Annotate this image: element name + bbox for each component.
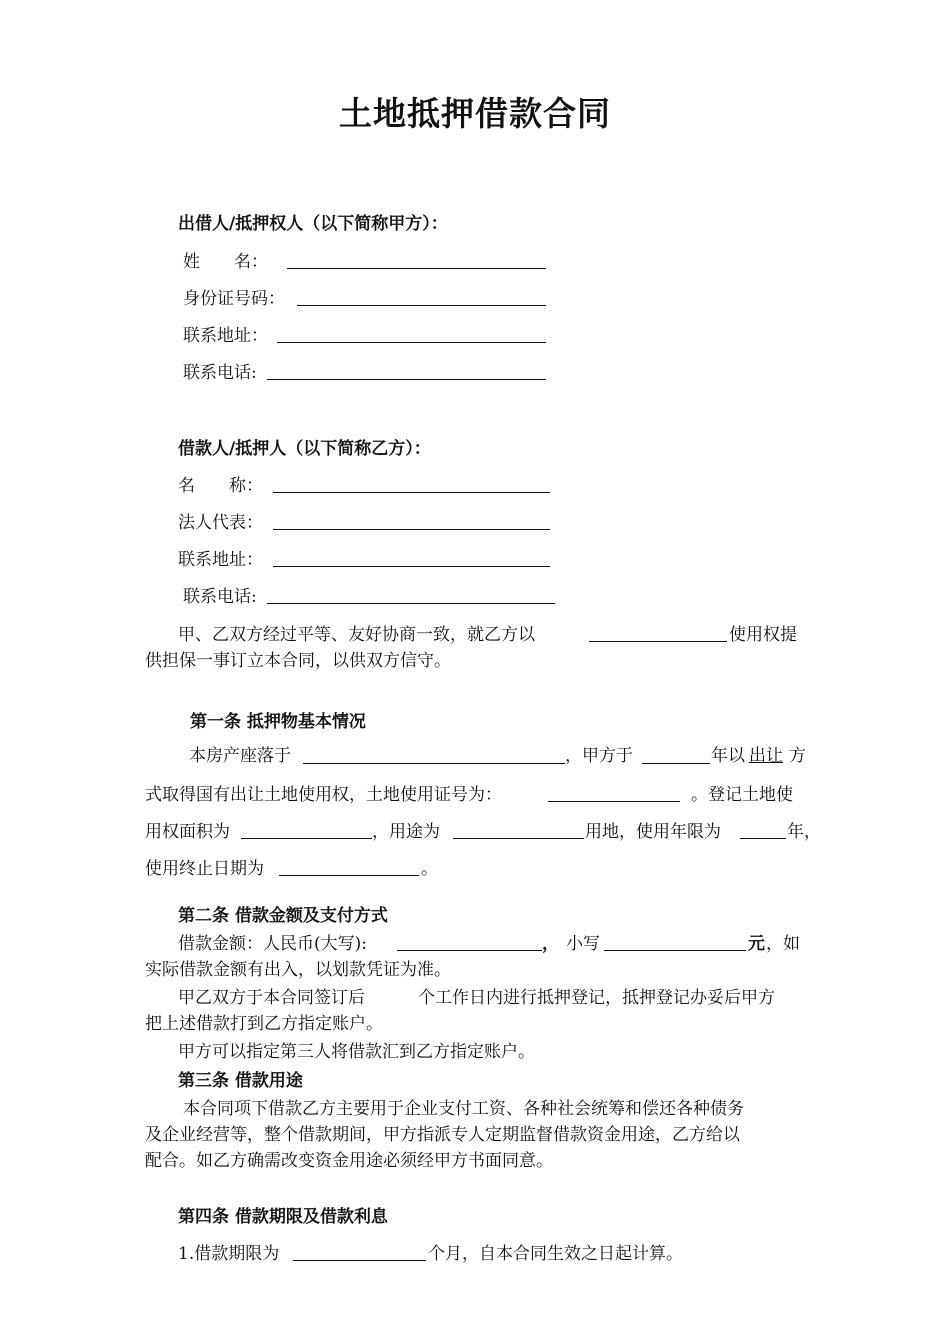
art1-area-blank (241, 838, 372, 839)
party-b-address-blank (273, 566, 550, 567)
article-1-heading: 第一条 抵押物基本情况 (190, 712, 366, 732)
art2-line1-e: ，如 (766, 934, 800, 954)
art1-line1-e: 方 (789, 746, 806, 766)
art2-amount-digits-blank (604, 950, 746, 951)
art3-line3: 配合。如乙方确需改变资金用途必须经甲方书面同意。 (145, 1151, 553, 1171)
art2-line1-a: 借款金额：人民币(大写): (178, 934, 367, 954)
art4-months-blank (293, 1260, 426, 1261)
party-b-name-blank (273, 492, 550, 493)
art2-line1-c: 小写 (566, 934, 600, 954)
intro-blank (589, 641, 727, 642)
art1-line4-b: 。 (421, 859, 438, 879)
article-2-heading: 第二条 借款金额及支付方式 (178, 906, 388, 926)
art1-line2-a: 式取得国有出让土地使用权，土地使用证号为： (145, 785, 502, 805)
party-b-phone-blank (267, 603, 555, 604)
art4-line1-a: 1.借款期限为 (178, 1244, 280, 1264)
art1-end-date-blank (279, 875, 419, 876)
party-b-address-label: 联系地址： (178, 550, 263, 570)
party-a-address-blank (277, 342, 546, 343)
art2-line2: 实际借款金额有出入，以划款凭证为准。 (145, 960, 451, 980)
art2-line1-b: ， (542, 934, 559, 954)
art1-line3-c: 用地，使用年限为 (585, 822, 721, 842)
art2-line3-a: 甲乙双方于本合同签订后 (178, 988, 365, 1008)
art3-line2: 及企业经营等，整个借款期间，甲方指派专人定期监督借款资金用途，乙方给以 (145, 1125, 740, 1145)
art1-line1-b: ，甲方于 (565, 746, 633, 766)
art1-line4-a: 使用终止日期为 (145, 859, 264, 879)
article-3-heading: 第三条 借款用途 (178, 1071, 303, 1091)
document-title: 土地抵押借款合同 (339, 94, 611, 133)
art1-line3-d: 年， (787, 822, 821, 842)
art1-line1-d: 出让 (749, 746, 783, 766)
art2-line5: 甲方可以指定第三人将借款汇到乙方指定账户。 (178, 1042, 535, 1062)
art2-line3-b: 个工作日内进行抵押登记，抵押登记办妥后甲方 (418, 988, 775, 1008)
party-a-phone-blank (267, 379, 546, 380)
article-4-heading: 第四条 借款期限及借款利息 (178, 1207, 388, 1227)
intro-line2: 供担保一事订立本合同，以供双方信守。 (145, 651, 451, 671)
party-b-rep-label: 法人代表： (178, 513, 263, 533)
art1-cert-blank (548, 801, 680, 802)
party-a-id-label: 身份证号码： (183, 289, 285, 309)
party-a-name-blank (287, 268, 546, 269)
art1-line3-b: ，用途为 (372, 822, 440, 842)
party-a-phone-label: 联系电话: (183, 363, 257, 383)
party-b-name-label: 名 称： (178, 476, 263, 496)
party-a-address-label: 联系地址： (183, 326, 268, 346)
art3-line1: 本合同项下借款乙方主要用于企业支付工资、各种社会统筹和偿还各种债务 (183, 1099, 744, 1119)
intro-line1-start: 甲、乙双方经过平等、友好协商一致，就乙方以 (178, 625, 535, 645)
intro-line1-end: 使用权提 (729, 625, 797, 645)
art1-line1-a: 本房产座落于 (189, 746, 291, 766)
art1-line3-a: 用权面积为 (145, 822, 230, 842)
art2-line1-d: 元 (748, 934, 765, 954)
art1-location-blank (303, 763, 565, 764)
art1-term-blank (740, 838, 786, 839)
party-a-name-label: 姓 名： (183, 252, 268, 272)
art1-line2-b: 。登记土地使 (691, 785, 793, 805)
party-b-phone-label: 联系电话: (183, 587, 257, 607)
art2-amount-words-blank (397, 950, 542, 951)
art1-year-blank (642, 763, 710, 764)
party-a-id-blank (297, 305, 546, 306)
art2-line4: 把上述借款打到乙方指定账户。 (145, 1014, 383, 1034)
party-b-heading: 借款人/抵押人（以下简称乙方）： (178, 439, 431, 459)
party-a-heading: 出借人/抵押权人（以下简称甲方）： (178, 214, 448, 234)
art1-line1-c: 年以 (711, 746, 745, 766)
art1-use-blank (453, 838, 584, 839)
art4-line1-b: 个月，自本合同生效之日起计算。 (428, 1244, 683, 1264)
party-b-rep-blank (273, 529, 550, 530)
